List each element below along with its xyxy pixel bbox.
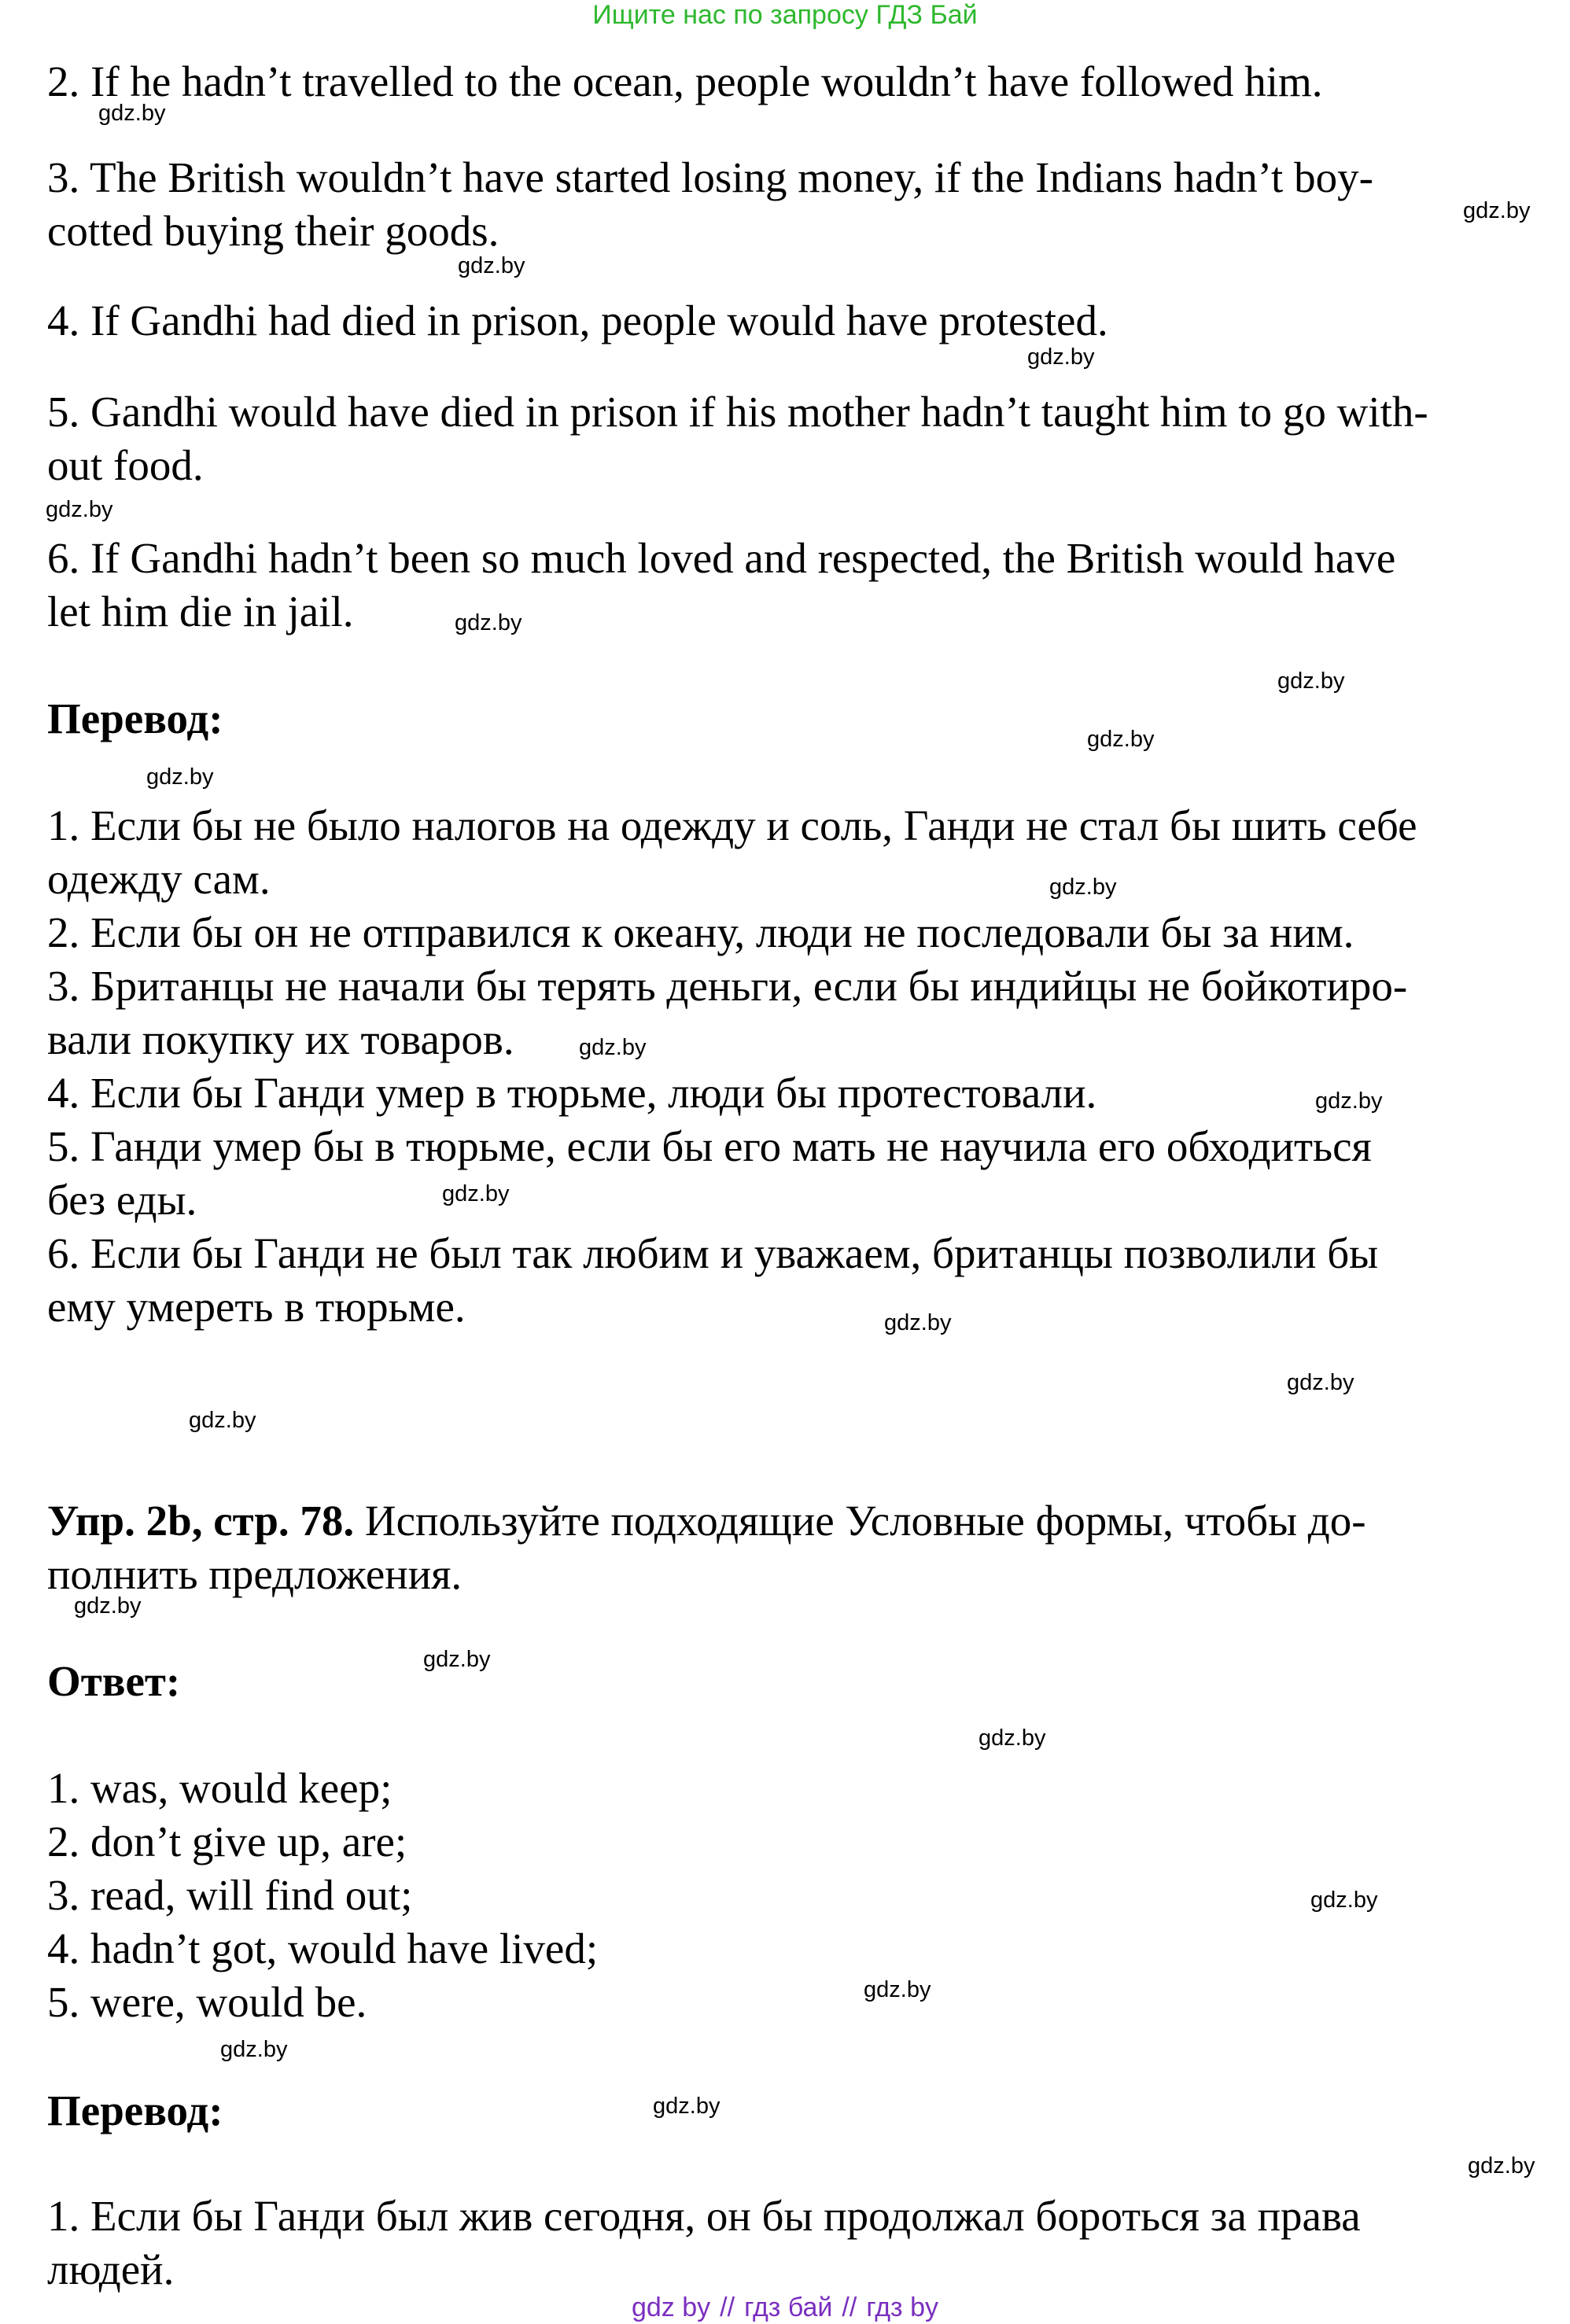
sentence-6-line-2: let him die in jail.	[47, 587, 354, 635]
translation-line-5b: без еды.	[47, 1176, 197, 1224]
watermark: gdz.by	[1287, 1370, 1354, 1395]
translation-line-2: 2. Если бы он не отправился к океану, люди не последовали бы за ним.	[47, 908, 1354, 956]
watermark: gdz.by	[442, 1181, 510, 1206]
translation-line-6b: ему умереть в тюрьме.	[47, 1283, 466, 1331]
translation2-line-1b: людей.	[47, 2245, 175, 2293]
sentence-3-line-2: cotted buying their goods.	[47, 207, 499, 255]
watermark: gdz.by	[189, 1408, 256, 1433]
sentence-2: 2. If he hadn’t travelled to the ocean, people wouldn’t have followed him.	[47, 57, 1323, 105]
translation-line-3b: вали покупку их товаров.	[47, 1015, 514, 1063]
translation-heading: Перевод:	[47, 694, 223, 742]
watermark: gdz.by	[884, 1310, 952, 1335]
footer-separator: //	[720, 2293, 735, 2322]
translation-line-5a: 5. Ганди умер бы в тюрьме, если бы его мать не научила его обходиться	[47, 1122, 1372, 1170]
watermark: gdz.by	[1310, 1888, 1378, 1913]
answer-item-5: 5. were, would be.	[47, 1978, 367, 2026]
watermark: gdz.by	[74, 1593, 142, 1619]
answer-item-2: 2. don’t give up, are;	[47, 1818, 407, 1865]
sentence-4: 4. If Gandhi had died in prison, people would have protested.	[47, 296, 1108, 344]
watermark: gdz.by	[458, 253, 525, 278]
watermark: gdz.by	[1315, 1088, 1383, 1114]
watermark: gdz.by	[455, 610, 522, 635]
answer-item-3: 3. read, will find out;	[47, 1871, 413, 1919]
footer-separator: //	[842, 2293, 857, 2322]
watermark: gdz.by	[423, 1647, 491, 1672]
sentence-5-line-1: 5. Gandhi would have died in prison if his mother hadn’t taught him to go with-	[47, 388, 1428, 436]
watermark: gdz.by	[220, 2037, 288, 2062]
translation-line-3a: 3. Британцы не начали бы терять деньги, если бы индийцы не бойкотиро-	[47, 962, 1408, 1010]
exercise-title-line-2: полнить предложения.	[47, 1550, 463, 1598]
answer-item-1: 1. was, would keep;	[47, 1764, 392, 1812]
sentence-5-line-2: out food.	[47, 441, 204, 489]
watermark: gdz.by	[1049, 875, 1117, 900]
translation-line-4: 4. Если бы Ганди умер в тюрьме, люди бы протестовали.	[47, 1069, 1097, 1117]
footer-link-gdz-bai[interactable]: гдз бай	[744, 2293, 833, 2322]
watermark: gdz.by	[864, 1977, 931, 2002]
sentence-3-line-1: 3. The British wouldn’t have started losing money, if the Indians hadn’t boy-	[47, 153, 1373, 201]
watermark: gdz.by	[146, 764, 214, 790]
footer-link-gdz-by-cyr[interactable]: гдз by	[866, 2293, 938, 2322]
footer-link-gdz-by[interactable]: gdz by	[631, 2293, 711, 2322]
exercise-label: Упр. 2b, стр. 78.	[47, 1497, 355, 1545]
watermark: gdz.by	[1027, 344, 1095, 370]
top-banner: Ищите нас по запросу ГДЗ Бай	[592, 0, 978, 30]
footer	[0, 2292, 1570, 2323]
watermark: gdz.by	[978, 1726, 1046, 1751]
exercise-instruction: Используйте подходящие Условные формы, чтобы до-	[354, 1497, 1366, 1545]
translation2-line-1a: 1. Если бы Ганди был жив сегодня, он бы продолжал бороться за права	[47, 2192, 1361, 2240]
watermark: gdz.by	[1468, 2153, 1535, 2179]
watermark: gdz.by	[1087, 727, 1155, 752]
answer-heading: Ответ:	[47, 1657, 181, 1705]
translation-line-1a: 1. Если бы не было налогов на одежду и соль, Ганди не стал бы шить себе	[47, 801, 1417, 849]
sentence-6-line-1: 6. If Gandhi hadn’t been so much loved and respected, the British would have	[47, 534, 1396, 582]
translation-line-1b: одежду сам.	[47, 855, 271, 903]
exercise-title-line-1	[47, 1494, 1542, 1548]
answer-item-4: 4. hadn’t got, would have lived;	[47, 1924, 599, 1972]
translation-line-6a: 6. Если бы Ганди не был так любим и уважаем, британцы позволили бы	[47, 1229, 1379, 1277]
watermark: gdz.by	[46, 497, 113, 522]
watermark: gdz.by	[653, 2094, 721, 2119]
translation2-heading: Перевод:	[47, 2086, 223, 2134]
watermark: gdz.by	[579, 1035, 647, 1060]
watermark: gdz.by	[1463, 198, 1531, 223]
watermark: gdz.by	[1277, 668, 1345, 694]
watermark: gdz.by	[98, 101, 166, 126]
